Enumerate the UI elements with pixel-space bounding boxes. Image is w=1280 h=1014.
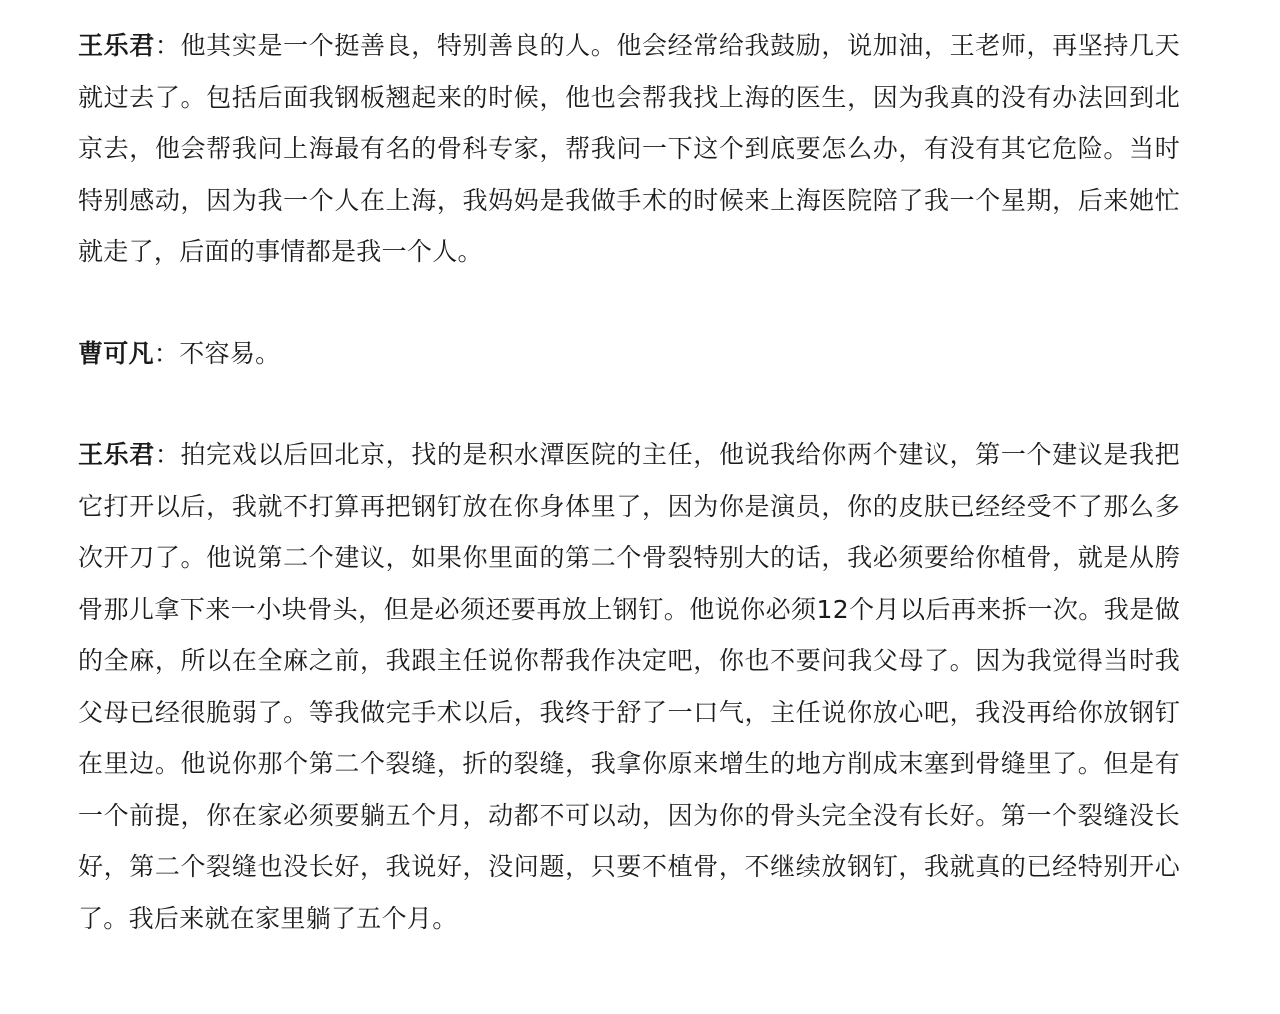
speaker-name: 王乐君	[78, 440, 155, 469]
dialogue-paragraph	[78, 20, 1180, 278]
speaker-name: 曹可凡	[78, 338, 154, 368]
interview-transcript	[78, 20, 1180, 944]
speaker-separator: ：	[153, 338, 180, 368]
speaker-name: 王乐君	[78, 31, 155, 60]
dialogue-paragraph	[78, 429, 1180, 944]
speaker-separator: ：	[154, 440, 181, 469]
dialogue-text: 不容易。	[179, 338, 281, 368]
speaker-separator: ：	[154, 31, 181, 60]
dialogue-paragraph	[78, 328, 1180, 380]
dialogue-text: 拍完戏以后回北京，找的是积水潭医院的主任，他说我给你两个建议，第一个建议是我把它打开以后，我就不打算再把钢钉放在你身体里了，因为你是演员，你的皮肤已经经受不了那么多次开刀了。他说第二个建议，如果你里面的第二个骨裂特别大的话，我必须要给你植骨，就是从胯骨那儿拿下来一小块骨头，但是必须还要再放上钢钉。他说你必须12个月以后再来拆一次。我是做的全麻，所以在全麻之前，我跟主任说你帮我作决定吧，你也不要问我父母了。因为我觉得当时我父母已经很脆弱了。等我做完手术以后，我终于舒了一口气，主任说你放心吧，我没再给你放钢钉在里边。他说你那个第二个裂缝，折的裂缝，我拿你原来增生的地方削成末塞到骨缝里了。但是有一个前提，你在家必须要躺五个月，动都不可以动，因为你的骨头完全没有长好。第一个裂缝没长好，第二个裂缝也没长好，我说好，没问题，只要不植骨，不继续放钢钉，我就真的已经特别开心了。我后来就在家里躺了五个月。	[78, 440, 1180, 933]
dialogue-text: 他其实是一个挺善良，特别善良的人。他会经常给我鼓励，说加油，王老师，再坚持几天就过去了。包括后面我钢板翘起来的时候，他也会帮我找上海的医生，因为我真的没有办法回到北京去，他会帮我问上海最有名的骨科专家，帮我问一下这个到底要怎么办，有没有其它危险。当时特别感动，因为我一个人在上海，我妈妈是我做手术的时候来上海医院陪了我一个星期，后来她忙就走了，后面的事情都是我一个人。	[78, 31, 1180, 266]
